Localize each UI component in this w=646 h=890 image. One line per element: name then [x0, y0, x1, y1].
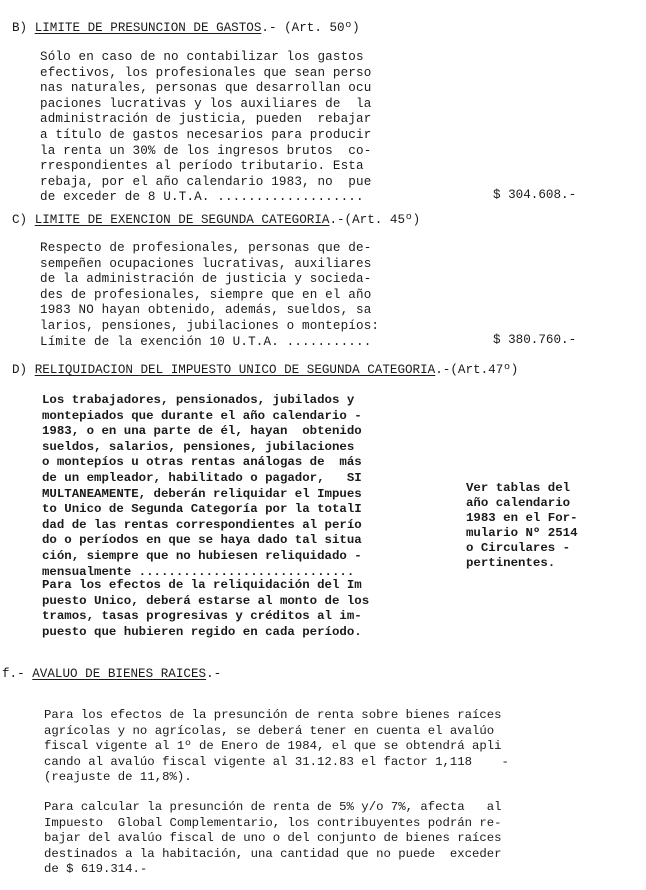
text-line: o montepíos u otras rentas análogas de más [42, 455, 362, 470]
section-b-body [40, 50, 371, 206]
text-line: ción, siempre que no hubiesen reliquidado - [42, 548, 362, 563]
text-line: tramos, tasas progresivas y créditos al im- [42, 609, 362, 624]
text-line: agrícolas y no agrícolas, se deberá tener en cuenta el avalúo [44, 723, 495, 738]
section-d-side-note [466, 481, 578, 571]
section-letter: D) [12, 363, 28, 377]
section-b-heading [12, 20, 360, 36]
text-line: Para los efectos de la reliquidación del Im [42, 578, 362, 592]
text-line: rebaja, por el año calendario 1983, no pue [40, 174, 372, 189]
section-c-amount: $ 380.760.- [493, 333, 577, 347]
text-line: Impuesto Global Complementario, los contribuyentes podrán re- [44, 815, 502, 830]
text-line: de un empleador, habilitado o pagador, SI [42, 470, 362, 485]
text-line: Para los efectos de la presunción de renta sobre bienes raíces [44, 708, 502, 722]
section-letter: f.- [2, 667, 25, 681]
text-line: MULTANEAMENTE, deberán reliquidar el Impues [42, 486, 362, 501]
text-line: Ver tablas del [466, 481, 571, 495]
text-line: pertinentes. [466, 556, 556, 570]
section-d-heading [12, 362, 518, 378]
section-d-body-2 [42, 578, 369, 640]
text-line: 1983 NO hayan obtenido, además, sueldos, sa [40, 303, 372, 318]
section-article: .- [206, 667, 222, 681]
section-c-body [40, 241, 379, 350]
text-line: sueldos, salarios, pensiones, jubilaciones [42, 439, 355, 454]
text-line: de la administración de justicia y socieda- [40, 272, 372, 287]
text-line: de exceder de 8 U.T.A. ................... [40, 190, 364, 205]
text-line: a título de gastos necesarios para producir [40, 127, 372, 142]
text-line: (reajuste de 11,8%). [44, 770, 192, 785]
text-line: cando al avalúo fiscal vigente al 31.12.83 el factor 1,118 - [44, 754, 509, 769]
text-line: Para calcular la presunción de renta de 5% y/o 7%, afecta al [44, 800, 502, 814]
section-title: LIMITE DE PRESUNCION DE GASTOS [34, 21, 262, 35]
text-line: administración de justicia, pueden rebajar [40, 112, 372, 127]
text-line: fiscal vigente al 1º de Enero de 1984, el que se obtendrá apli [44, 739, 502, 754]
section-f-body-2 [44, 800, 502, 878]
text-line: paciones lucrativas y los auxiliares de la [40, 96, 372, 111]
section-d-body [42, 393, 362, 580]
text-line: to Unico de Segunda Categoría por la totalI [42, 502, 362, 517]
text-line: sempeñen ocupaciones lucrativas, auxiliares [40, 256, 372, 271]
section-article: .-(Art. 45º) [329, 213, 421, 227]
text-line: mulario Nº 2514 [466, 526, 578, 540]
section-title: RELIQUIDACION DEL IMPUESTO UNICO DE SEGUNDA CATEGORIA [34, 363, 436, 377]
section-c-heading [12, 212, 420, 228]
text-line: de $ 619.314.- [44, 862, 148, 877]
text-line: año calendario [466, 496, 571, 510]
text-line: nas naturales, personas que desarrollan ocu [40, 81, 372, 96]
section-b-amount: $ 304.608.- [493, 188, 577, 202]
text-line: puesto que hubieren regido en cada período. [42, 624, 362, 639]
text-line: dad de las rentas correspondientes al perío [42, 517, 362, 532]
text-line: mensualmente ............................. [42, 564, 355, 579]
text-line: rrespondientes al período tributario. Esta [40, 159, 364, 174]
text-line: Los trabajadores, pensionados, jubilados y [42, 393, 355, 407]
section-article: .-(Art.47º) [435, 363, 519, 377]
text-line: Límite de la exención 10 U.T.A. ........... [40, 334, 372, 349]
text-line: do o períodos en que se haya dado tal situa [42, 533, 362, 548]
text-line: montepiados que durante el año calendario - [42, 408, 362, 423]
section-letter: C) [12, 213, 28, 227]
text-line: la renta un 30% de los ingresos brutos co- [40, 143, 372, 158]
text-line: Respecto de profesionales, personas que de- [40, 241, 372, 255]
text-line: efectivos, los profesionales que sean perso [40, 65, 372, 80]
text-line: o Circulares - [466, 541, 571, 555]
section-article: .- (Art. 50º) [261, 21, 360, 35]
text-line: 1983 en el For- [466, 511, 578, 525]
section-letter: B) [12, 21, 28, 35]
text-line: destinados a la habitación, una cantidad que no puede exceder [44, 846, 502, 861]
section-f-body [44, 708, 509, 786]
section-f-heading [2, 666, 221, 682]
text-line: larios, pensiones, jubilaciones o montepíos: [40, 318, 380, 333]
text-line: Sólo en caso de no contabilizar los gastos [40, 50, 364, 64]
text-line: des de profesionales, siempre que en el año [40, 287, 372, 302]
text-line: 1983, o en una parte de él, hayan obtenido [42, 424, 362, 439]
section-title: AVALUO DE BIENES RAICES [32, 667, 207, 681]
text-line: bajar del avalúo fiscal de uno o del conjunto de bienes raíces [44, 831, 502, 846]
text-line: puesto Unico, deberá estarse al monto de los [42, 593, 370, 608]
section-title: LIMITE DE EXENCION DE SEGUNDA CATEGORIA [34, 213, 330, 227]
